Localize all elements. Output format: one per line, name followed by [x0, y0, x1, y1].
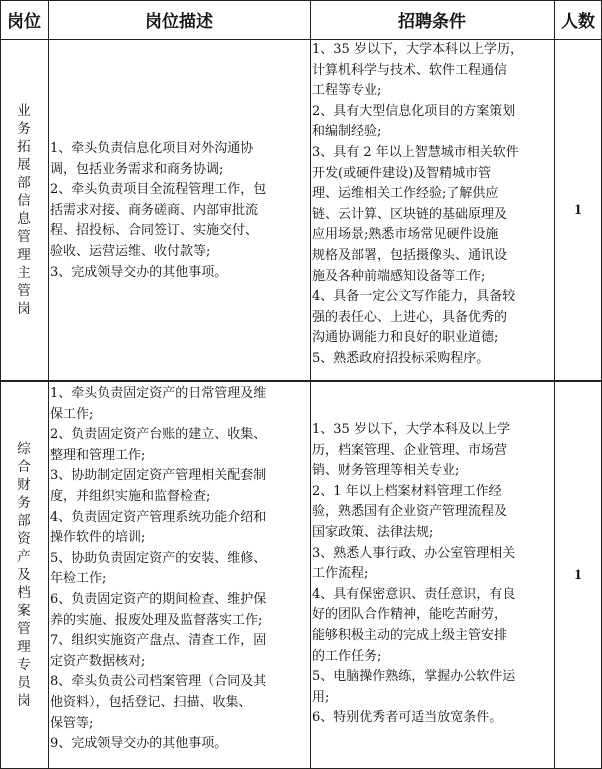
row-2-description-line: 1、牵头负责固定资产的日常管理及维	[50, 386, 267, 401]
row-2-description-line: 2、负责固定资产台账的建立、收集、	[50, 427, 267, 443]
row-2-description-line: 他资料），包括登记、扫描、收集、	[50, 694, 252, 710]
row-2-requirements-line: 3、熟悉人事行政、办公室管理相关	[312, 545, 516, 561]
row-2-description-line: 养的实施、报废处理及监督落实工作;	[50, 612, 263, 628]
row-2-description-line: 9、完成领导交办的其他事项。	[50, 736, 228, 752]
row-1-description-line: 2、牵头负责项目全流程管理工作，包	[50, 182, 267, 198]
row-2-requirements-line: 1、35 岁以下，大学本科及以上学	[312, 422, 510, 437]
row-1-requirements-line: 理、运维相关工作经验;了解供应	[312, 186, 499, 202]
header-description-label: 岗位描述	[145, 12, 213, 32]
row-1-requirements-line: 规格及部署，包括摄像头、通讯设	[312, 247, 508, 263]
row-2-description-line: 5、协助负责固定资产的安装、维修、	[50, 550, 267, 566]
row-2-position	[0, 381, 48, 769]
row-2-description-line: 4、负责固定资产管理系统功能介绍和	[50, 509, 267, 525]
row-1-requirements-line: 开发(或硬件建设)及智精城市管	[312, 165, 492, 181]
row-2-description-line: 操作软件的培训;	[50, 530, 146, 546]
row-2-requirements-line: 工作流程;	[312, 566, 369, 582]
row-2-requirements-line: 2、1 年以上档案材料管理工作经	[312, 483, 502, 499]
row-1-description-line: 验收、运营运维、收付款等;	[50, 243, 211, 259]
row-1-description-line: 调，包括业务需求和商务协调;	[50, 161, 224, 177]
row-2-description-line: 保工作;	[50, 406, 94, 422]
row-2-requirements-line: 历，档案管理、企业管理、市场营	[312, 442, 508, 458]
row-1-requirements-line: 和编制经验;	[312, 124, 382, 140]
row-2-requirements-line: 6、特别优秀者可适当放宽条件。	[312, 710, 503, 726]
row-2-count	[554, 381, 602, 769]
row-1-description	[48, 139, 310, 289]
row-1-description-line: 3、完成领导交办的其他事项。	[50, 264, 228, 280]
header-count-label: 人数	[561, 12, 595, 32]
table-divider	[48, 0, 49, 769]
row-1-position	[0, 39, 48, 381]
row-1-requirements-line: 沟通协调能力和良好的职业道德;	[312, 330, 499, 346]
row-1-requirements-line: 工程等专业;	[312, 83, 382, 99]
row-2-requirements-line: 用;	[312, 689, 330, 705]
row-2-requirements-line: 的工作任务;	[312, 648, 382, 664]
row-2-description-line: 6、负责固定资产的期间检查、维护保	[50, 591, 267, 607]
row-2-description-line: 3、协助制定固定资产管理相关配套制	[50, 468, 267, 484]
row-2-requirements-line: 5、电脑操作熟练，掌握办公软件运	[312, 669, 516, 685]
row-1-requirements-line: 应用场景;熟悉市场常见硬件设施	[312, 227, 499, 243]
row-2-requirements	[310, 420, 554, 750]
row-1-requirements-line: 1、35 岁以下，大学本科以上学历，	[312, 42, 523, 57]
row-2-requirements-line: 验，熟悉国有企业资产管理流程及	[312, 504, 508, 520]
table-divider	[554, 0, 555, 769]
row-1-requirements-line: 2、具有大型信息化项目的方案策划	[312, 103, 516, 119]
row-1-description-line: 1、牵头负责信息化项目对外沟通协	[50, 141, 254, 156]
header-requirements-label: 招聘条件	[398, 12, 466, 32]
row-1-requirements	[310, 40, 554, 380]
row-1-count-text: 1	[574, 201, 582, 218]
row-2-description-line: 8、牵头负责公司档案管理（合同及其	[50, 674, 267, 690]
row-2-description-line: 度，并组织实施和监督检查;	[50, 488, 211, 504]
header-position-label: 岗位	[7, 12, 41, 32]
table-divider	[310, 0, 311, 769]
table-border-left	[0, 0, 1, 769]
row-1-requirements-line: 强的表任心、上进心，具备优秀的	[312, 309, 508, 325]
header-description	[48, 0, 310, 39]
header-position	[0, 0, 48, 39]
row-1-requirements-line: 施及各种前端感知设备等工作;	[312, 268, 486, 284]
header-count	[554, 0, 602, 39]
row-2-description-line: 7、组织实施资产盘点、清查工作，固	[50, 633, 267, 649]
row-1-requirements-line: 计算机科学与技术、软件工程通信	[312, 62, 508, 78]
row-1-requirements-line: 4、具备一定公文写作能力，具备较	[312, 289, 516, 305]
table-border-top	[0, 0, 602, 1]
row-2-description	[48, 384, 310, 769]
row-2-description-line: 保管等;	[50, 715, 94, 731]
row-1-requirements-line: 链、云计算、区块链的基础原理及	[312, 206, 508, 222]
row-1-description-line: 括需求对接、商务磋商、内部审批流	[50, 202, 259, 218]
row-1-requirements-line: 5、熟悉政府招投标采购程序。	[312, 350, 490, 366]
row-2-requirements-line: 4、具有保密意识、责任意识，有良	[312, 586, 516, 602]
row-2-requirements-line: 国家政策、法律法规;	[312, 524, 434, 540]
row-2-count-text: 1	[574, 566, 582, 583]
row-2-position-text: 综合财务部资产及档案管理专员岗	[17, 441, 31, 709]
row-1-description-line: 程、招投标、合同签订、实施交付、	[50, 223, 259, 239]
row-2-requirements-line: 能够积极主动的完成上级主管安排	[312, 627, 508, 643]
table-divider	[0, 39, 602, 40]
row-2-requirements-line: 销、财务管理等相关专业;	[312, 463, 460, 479]
row-2-requirements-line: 好的团队合作精神，能吃苦耐劳，	[312, 607, 508, 623]
row-1-position-text: 业务拓展部信息管理主管岗	[17, 103, 31, 317]
row-2-description-line: 整理和管理工作;	[50, 447, 146, 463]
row-1-requirements-line: 3、具有 2 年以上智慧城市相关软件	[312, 144, 519, 160]
row-2-description-line: 定资产数据核对;	[50, 653, 146, 669]
table-divider	[0, 380, 602, 382]
row-1-count	[554, 39, 602, 381]
header-requirements	[310, 0, 554, 39]
row-2-description-line: 年检工作;	[50, 571, 107, 587]
